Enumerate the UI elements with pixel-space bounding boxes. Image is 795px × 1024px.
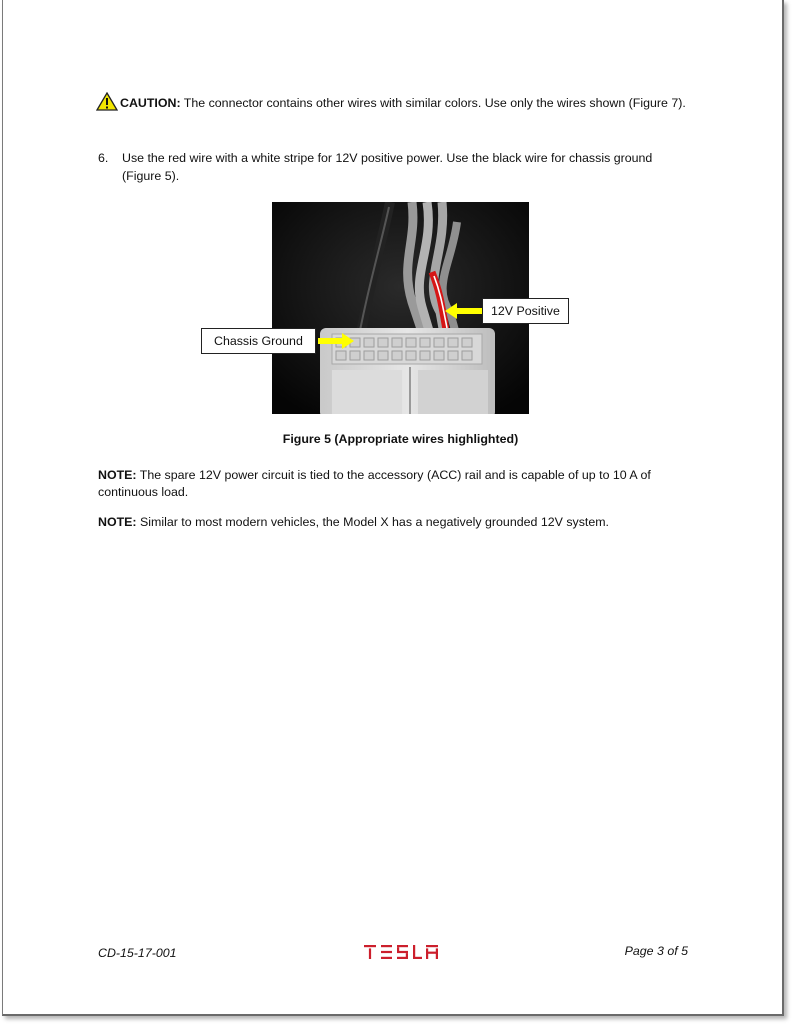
warning-triangle-icon: [96, 92, 118, 111]
callout-12v-positive: 12V Positive: [482, 298, 569, 324]
arrow-positive-icon: [445, 303, 483, 319]
arrow-ground-icon: [318, 333, 354, 349]
note-label: NOTE:: [98, 468, 137, 482]
tesla-logo: [364, 945, 438, 959]
footer-page-number: Page 3 of 5: [624, 944, 688, 958]
note-text: The spare 12V power circuit is tied to the accessory (ACC) rail and is capable of up to 10 A of continuous load.: [98, 468, 651, 499]
step-text: Use the red wire with a white stripe for 12V positive power. Use the black wire for chassis ground (Figure 5).: [122, 151, 653, 183]
step-number: 6.: [98, 151, 109, 165]
document-page: [2, 0, 784, 1016]
note-text: Similar to most modern vehicles, the Model X has a negatively grounded 12V system.: [136, 515, 610, 529]
caution-label: CAUTION:: [120, 96, 181, 110]
callout-chassis-ground: Chassis Ground: [201, 328, 316, 354]
note-label: NOTE:: [98, 515, 137, 529]
caution-paragraph: [96, 92, 696, 112]
note-paragraph: [98, 467, 698, 501]
note-paragraph: [98, 514, 698, 531]
footer-doc-id: CD-15-17-001: [98, 946, 177, 960]
caution-text: The connector contains other wires with similar colors. Use only the wires shown (Figure 7).: [180, 96, 686, 110]
figure-caption: Figure 5 (Appropriate wires highlighted): [282, 432, 519, 446]
